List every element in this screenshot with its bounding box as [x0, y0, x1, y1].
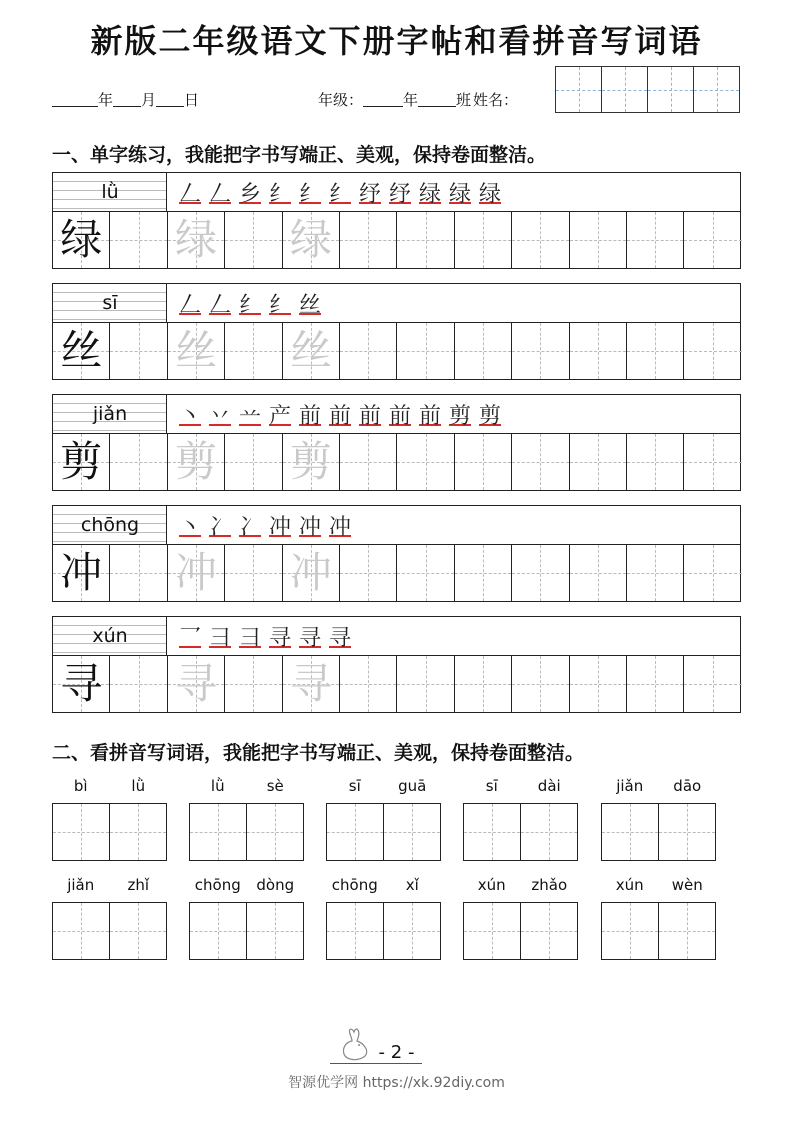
syllable: xún — [477, 876, 506, 894]
word-boxes — [601, 902, 716, 960]
stroke-step: 绿 — [448, 181, 471, 207]
stroke-step: 冫 — [238, 514, 261, 540]
word-item — [52, 776, 167, 864]
tian-cell[interactable] — [512, 545, 569, 601]
stroke-step: 冫 — [208, 514, 231, 540]
tian-cell[interactable] — [53, 903, 110, 959]
word-boxes — [189, 902, 304, 960]
stroke-step: 纟 — [298, 181, 321, 207]
tian-cell[interactable] — [168, 434, 225, 490]
char-practice-block — [52, 505, 741, 602]
grade-label: 年级： — [318, 91, 364, 109]
stroke-step: 寻 — [328, 625, 351, 651]
word-pinyin — [601, 776, 716, 796]
tian-cell[interactable] — [570, 434, 627, 490]
tian-cell[interactable] — [397, 434, 454, 490]
tian-cell[interactable] — [455, 434, 512, 490]
stroke-step: 𠃋 — [208, 181, 231, 207]
stroke-step: 丝 — [298, 292, 321, 318]
trace-char: 剪 — [175, 437, 218, 486]
stroke-order-row — [52, 172, 741, 211]
syllable: zhǎo — [531, 876, 568, 894]
syllable: dāo — [673, 777, 702, 795]
stroke-step: 丷 — [208, 403, 231, 429]
tian-cell[interactable] — [602, 804, 659, 860]
tian-cell[interactable] — [283, 323, 340, 379]
word-pinyin — [52, 776, 167, 796]
tian-cell[interactable] — [225, 434, 282, 490]
tian-cell[interactable] — [283, 545, 340, 601]
word-boxes — [52, 803, 167, 861]
tian-cell[interactable] — [225, 323, 282, 379]
model-char: 剪 — [60, 437, 103, 486]
word-item — [463, 776, 578, 864]
grade-line — [318, 90, 518, 110]
stroke-step: 纾 — [358, 181, 381, 207]
syllable: guā — [398, 777, 427, 795]
stroke-step: 䒑 — [238, 403, 261, 429]
stroke-step: 𠃋 — [178, 181, 201, 207]
syllable: sī — [348, 777, 361, 795]
stroke-step: 纾 — [388, 181, 411, 207]
year-blank[interactable] — [52, 91, 98, 107]
stroke-step: 纟 — [328, 181, 351, 207]
tian-cell[interactable] — [397, 212, 454, 268]
tian-cell[interactable] — [464, 903, 521, 959]
pinyin-box — [53, 284, 167, 322]
syllable: sè — [266, 777, 284, 795]
tian-cell[interactable] — [570, 545, 627, 601]
tian-cell[interactable] — [602, 903, 659, 959]
char-pinyin: xún — [92, 625, 128, 647]
syllable: bì — [73, 777, 88, 795]
writing-grid — [52, 211, 741, 269]
syllable: xǐ — [405, 876, 419, 894]
stroke-order-row — [52, 505, 741, 544]
trace-char: 绿 — [175, 215, 218, 264]
tian-cell[interactable] — [464, 804, 521, 860]
stroke-order-row — [52, 283, 741, 322]
tian-cell[interactable] — [684, 656, 741, 712]
footer-divider — [330, 1063, 422, 1064]
tian-cell[interactable] — [684, 212, 741, 268]
syllable: chōng — [194, 876, 241, 894]
syllable: jiǎn — [616, 777, 644, 795]
trace-char: 绿 — [289, 215, 332, 264]
tian-cell[interactable] — [627, 434, 684, 490]
syllable: dòng — [256, 876, 295, 894]
tian-cell[interactable] — [340, 212, 397, 268]
trace-char: 冲 — [289, 548, 332, 597]
char-pinyin: chōng — [80, 514, 140, 536]
month-blank[interactable] — [113, 91, 141, 107]
stroke-step: 绿 — [478, 181, 501, 207]
stroke-step: 纟 — [268, 181, 291, 207]
pinyin-box — [53, 173, 167, 211]
model-char: 丝 — [60, 326, 103, 375]
stroke-step: 绿 — [418, 181, 441, 207]
stroke-step: 彐 — [238, 625, 261, 651]
tian-cell[interactable] — [53, 656, 110, 712]
tian-cell[interactable] — [53, 323, 110, 379]
word-pinyin — [463, 875, 578, 895]
tian-cell[interactable] — [53, 434, 110, 490]
stroke-step: 寻 — [268, 625, 291, 651]
tian-cell[interactable] — [53, 212, 110, 268]
tian-cell[interactable] — [168, 656, 225, 712]
tian-cell[interactable] — [168, 323, 225, 379]
tian-cell[interactable] — [455, 323, 512, 379]
word-item — [326, 875, 441, 963]
syllable: lǜ — [131, 777, 146, 795]
word-boxes — [601, 803, 716, 861]
tian-cell[interactable] — [225, 545, 282, 601]
word-pinyin — [326, 875, 441, 895]
pinyin-box — [53, 506, 167, 544]
stroke-step: 冲 — [298, 514, 321, 540]
name-label: 姓名： — [473, 91, 519, 109]
trace-char: 剪 — [289, 437, 332, 486]
tian-cell[interactable] — [327, 903, 384, 959]
name-cell[interactable] — [648, 67, 694, 112]
tian-cell[interactable] — [225, 212, 282, 268]
word-boxes — [52, 902, 167, 960]
tian-cell[interactable] — [340, 323, 397, 379]
tian-cell[interactable] — [53, 804, 110, 860]
stroke-step: 前 — [388, 403, 411, 429]
stroke-step: 剪 — [448, 403, 471, 429]
model-char: 寻 — [60, 659, 103, 708]
tian-cell[interactable] — [340, 434, 397, 490]
word-pinyin — [189, 875, 304, 895]
tian-cell[interactable] — [110, 323, 167, 379]
tian-cell[interactable] — [659, 903, 715, 959]
writing-grid — [52, 544, 741, 602]
tian-cell[interactable] — [455, 212, 512, 268]
stroke-step: 乡 — [238, 181, 261, 207]
stroke-step: 寻 — [298, 625, 321, 651]
year-label: 年 — [98, 91, 114, 109]
tian-cell[interactable] — [659, 804, 715, 860]
tian-cell[interactable] — [397, 656, 454, 712]
tian-cell[interactable] — [327, 804, 384, 860]
word-pinyin — [601, 875, 716, 895]
tian-cell[interactable] — [684, 434, 741, 490]
syllable: dài — [537, 777, 561, 795]
month-label: 月 — [141, 91, 157, 109]
class-label: 班 — [456, 91, 472, 109]
tian-cell[interactable] — [110, 212, 167, 268]
tian-cell[interactable] — [168, 545, 225, 601]
word-item — [463, 875, 578, 963]
section2-heading: 二、看拼音写词语，我能把字书写端正、美观，保持卷面整洁。 — [52, 742, 585, 764]
trace-char: 寻 — [289, 659, 332, 708]
syllable: xún — [615, 876, 644, 894]
tian-cell[interactable] — [455, 656, 512, 712]
tian-cell[interactable] — [283, 656, 340, 712]
tian-cell[interactable] — [512, 212, 569, 268]
word-pinyin — [326, 776, 441, 796]
stroke-step: 冲 — [328, 514, 351, 540]
stroke-step: 产 — [268, 403, 291, 429]
model-char: 冲 — [60, 548, 103, 597]
day-label: 日 — [184, 91, 200, 109]
word-item — [189, 875, 304, 963]
tian-cell[interactable] — [283, 212, 340, 268]
word-pinyin — [463, 776, 578, 796]
tian-cell[interactable] — [384, 804, 440, 860]
word-boxes — [463, 803, 578, 861]
word-item — [601, 776, 716, 864]
tian-cell[interactable] — [340, 656, 397, 712]
stroke-step: 纟 — [238, 292, 261, 318]
char-pinyin: lǜ — [101, 181, 119, 203]
char-practice-block — [52, 172, 741, 269]
stroke-step: 前 — [328, 403, 351, 429]
stroke-order — [175, 619, 355, 653]
syllable: zhǐ — [127, 876, 150, 894]
tian-cell[interactable] — [190, 903, 247, 959]
stroke-step: 前 — [358, 403, 381, 429]
writing-grid — [52, 433, 741, 491]
word-boxes — [189, 803, 304, 861]
char-practice-block — [52, 283, 741, 380]
grade-blank[interactable] — [363, 91, 403, 107]
day-blank[interactable] — [156, 91, 184, 107]
tian-cell[interactable] — [110, 656, 167, 712]
trace-char: 丝 — [175, 326, 218, 375]
tian-cell[interactable] — [684, 323, 741, 379]
word-item — [601, 875, 716, 963]
char-pinyin: jiǎn — [92, 403, 128, 425]
name-cell[interactable] — [556, 67, 602, 112]
stroke-step: 冲 — [268, 514, 291, 540]
tian-cell[interactable] — [627, 656, 684, 712]
tian-cell[interactable] — [53, 545, 110, 601]
word-item — [189, 776, 304, 864]
tian-cell[interactable] — [190, 804, 247, 860]
page-number: - 2 - — [378, 1042, 415, 1063]
syllable: wèn — [671, 876, 703, 894]
stroke-step: 乛 — [178, 625, 201, 651]
tian-cell[interactable] — [283, 434, 340, 490]
writing-grid — [52, 655, 741, 713]
tian-cell[interactable] — [247, 903, 303, 959]
word-pinyin — [52, 875, 167, 895]
model-char: 绿 — [60, 215, 103, 264]
tian-cell[interactable] — [512, 434, 569, 490]
syllable: chōng — [331, 876, 378, 894]
stroke-order — [175, 286, 325, 320]
trace-char: 寻 — [175, 659, 218, 708]
stroke-step: 𠃋 — [178, 292, 201, 318]
tian-cell[interactable] — [340, 545, 397, 601]
stroke-order — [175, 508, 355, 542]
tian-cell[interactable] — [521, 804, 577, 860]
word-pinyin — [189, 776, 304, 796]
tian-cell[interactable] — [110, 804, 166, 860]
tian-cell[interactable] — [512, 323, 569, 379]
stroke-order-row — [52, 394, 741, 433]
tian-cell[interactable] — [168, 212, 225, 268]
section1-heading: 一、单字练习，我能把字书写端正、美观，保持卷面整洁。 — [52, 144, 547, 166]
tian-cell[interactable] — [110, 545, 167, 601]
name-cell[interactable] — [694, 67, 739, 112]
trace-char: 丝 — [289, 326, 332, 375]
char-practice-block — [52, 394, 741, 491]
tian-cell[interactable] — [627, 212, 684, 268]
syllable: sī — [485, 777, 498, 795]
tian-cell[interactable] — [110, 434, 167, 490]
tian-cell[interactable] — [225, 656, 282, 712]
date-line — [52, 90, 199, 110]
class-blank[interactable] — [418, 91, 456, 107]
stroke-order — [175, 397, 505, 431]
word-boxes — [463, 902, 578, 960]
tian-cell[interactable] — [512, 656, 569, 712]
tian-cell[interactable] — [627, 323, 684, 379]
tian-cell[interactable] — [627, 545, 684, 601]
footer-site: 智源优学网 https://xk.92diy.com — [288, 1075, 505, 1091]
tian-cell[interactable] — [455, 545, 512, 601]
stroke-step: 纟 — [268, 292, 291, 318]
name-grid[interactable] — [555, 66, 740, 113]
grade-year-label: 年 — [403, 91, 419, 109]
tian-cell[interactable] — [521, 903, 577, 959]
stroke-step: 丶 — [178, 514, 201, 540]
stroke-order-row — [52, 616, 741, 655]
tian-cell[interactable] — [110, 903, 166, 959]
name-cell[interactable] — [602, 67, 648, 112]
word-boxes — [326, 803, 441, 861]
syllable: lǜ — [210, 777, 225, 795]
tian-cell[interactable] — [384, 903, 440, 959]
trace-char: 冲 — [175, 548, 218, 597]
tian-cell[interactable] — [247, 804, 303, 860]
tian-cell[interactable] — [397, 545, 454, 601]
tian-cell[interactable] — [570, 212, 627, 268]
pinyin-box — [53, 617, 167, 655]
tian-cell[interactable] — [570, 323, 627, 379]
word-item — [326, 776, 441, 864]
stroke-step: 𠃋 — [208, 292, 231, 318]
tian-cell[interactable] — [570, 656, 627, 712]
stroke-order — [175, 175, 505, 209]
writing-grid — [52, 322, 741, 380]
stroke-step: 剪 — [478, 403, 501, 429]
stroke-step: 前 — [298, 403, 321, 429]
char-practice-block — [52, 616, 741, 713]
tian-cell[interactable] — [684, 545, 741, 601]
stroke-step: 丶 — [178, 403, 201, 429]
syllable: jiǎn — [67, 876, 95, 894]
stroke-step: 彐 — [208, 625, 231, 651]
stroke-step: 前 — [418, 403, 441, 429]
pinyin-box — [53, 395, 167, 433]
page-title: 新版二年级语文下册字帖和看拼音写词语 — [90, 22, 703, 60]
tian-cell[interactable] — [397, 323, 454, 379]
char-pinyin: sī — [102, 292, 118, 314]
word-boxes — [326, 902, 441, 960]
word-item — [52, 875, 167, 963]
